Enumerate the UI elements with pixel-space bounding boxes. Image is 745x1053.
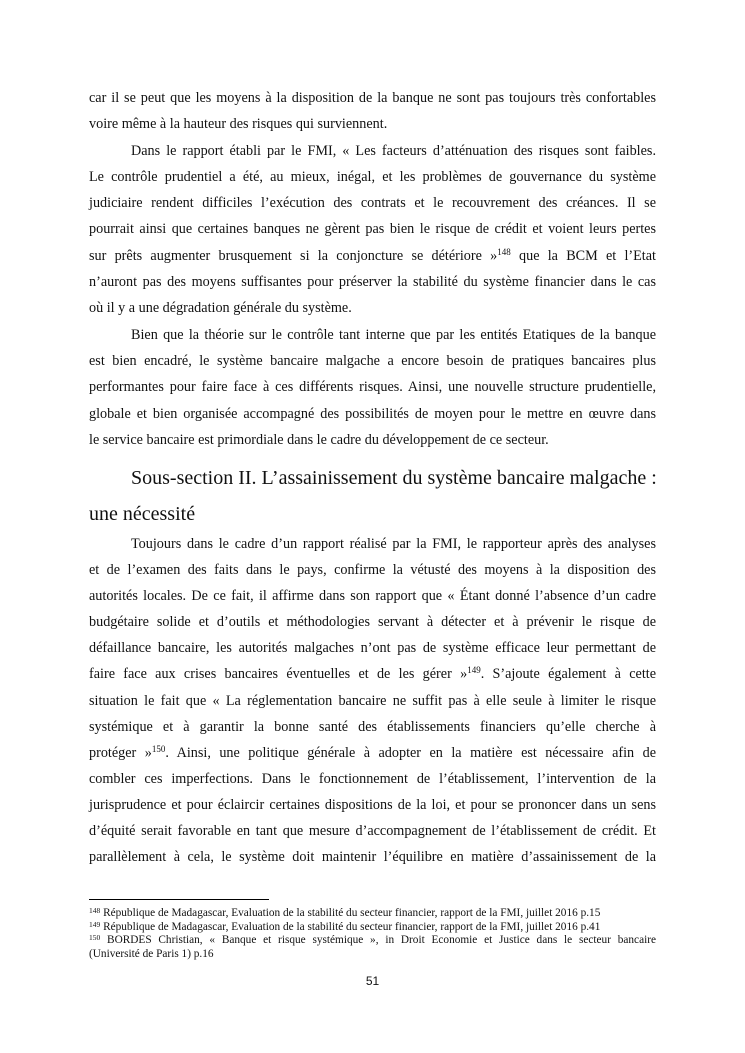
footnote-number: 150	[89, 933, 101, 943]
footnote-reference[interactable]: 148	[497, 246, 511, 257]
text-line: parallèlement à cela, le système doit maintenir l’équilibre en matière d’assainissement de la	[89, 849, 656, 866]
text-line: sur prêts augmenter brusquement si la conjoncture se détériore »$^{148}$ que la BCM et l’Etat	[89, 246, 656, 264]
footnote-line: (Université de Paris 1) p.16	[89, 947, 214, 960]
footnote-line: $^{149}$ République de Madagascar, Evaluation de la stabilité du secteur financier, rapport de la FMI, juillet 2016 p.41	[89, 919, 601, 933]
text-line: n’auront pas des moyens suffisantes pour préserver la stabilité du système financier dans le cas	[89, 274, 656, 291]
text-line: Toujours dans le cadre d’un rapport réalisé par la FMI, le rapporteur après des analyses	[131, 536, 656, 552]
text-line: protéger »$^{150}$. Ainsi, une politique générale à adopter en la matière est nécessaire afin de	[89, 743, 656, 761]
footnote-line: $^{148}$ République de Madagascar, Evaluation de la stabilité du secteur financier, rapport de la FMI, juillet 2016 p.15	[89, 906, 601, 919]
text-line: judiciaire rendent difficiles l’exécution des contrats et le recouvrement des créances. Il se	[89, 195, 656, 212]
text-line: jurisprudence et pour éclaircir certaines dispositions de la loi, et pour se prononcer dans un sens	[89, 796, 656, 813]
text-line: et de l’examen des faits dans le pays, confirme la vétusté des moyens à la disposition des	[89, 562, 656, 579]
footnote-reference[interactable]: 150	[151, 743, 166, 754]
text-line: Dans le rapport établi par le FMI, « Les facteurs d’atténuation des risques sont faibles.	[131, 142, 656, 159]
text-line: combler ces imperfections. Dans le fonctionnement de l’établissement, l’intervention de la	[89, 770, 656, 787]
text-line: défaillance bancaire, les autorités malgaches n’ont pas de système efficace leur permettant de	[89, 640, 656, 657]
text-line: est bien encadré, le système bancaire malgache a encore besoin de pratiques bancaires plus	[89, 352, 656, 369]
page-number: 51	[365, 974, 380, 988]
footnote-line: $^{150}$ BORDES Christian, « Banque et risque systémique », in Droit Economie et Justice dans le secteur bancaire	[89, 933, 656, 947]
text-line: situation le fait que « La réglementation bancaire ne suffit pas à elle seule à limiter le risque	[89, 692, 656, 709]
footnotes	[89, 907, 656, 961]
heading-line-2: une nécessité	[89, 503, 196, 525]
text-line: faire face aux crises bancaires éventuelles et de les gérer »$^{149}$. S’ajoute également à cette	[89, 665, 656, 683]
text-line: Bien que la théorie sur le contrôle tant interne que par les entités Etatiques de la banque	[131, 326, 656, 343]
text-line: Le contrôle prudentiel a été, au mieux, inégal, et les problèmes de gouvernance du système	[89, 168, 656, 185]
text-line: le service bancaire est primordiale dans le cadre du développement de ce secteur.	[89, 431, 549, 448]
text-line: performantes pour faire face à ces différents risques. Ainsi, une nouvelle structure prudentielle,	[89, 379, 656, 396]
footnote-number: 148	[89, 906, 101, 915]
body-text-top	[89, 85, 656, 453]
text-line: d’équité serait favorable en tant que mesure d’accompagnement de l’établissement de crédit. Et	[89, 823, 656, 840]
text-line: budgétaire solide et d’outils et méthodologies servant à détecter et à prévenir le risque de	[89, 614, 656, 631]
footnote-reference[interactable]: 149	[467, 665, 481, 676]
body-text-bottom	[89, 531, 656, 870]
heading-line-1: Sous-section II. L’assainissement du système bancaire malgache :	[131, 467, 657, 489]
text-line: globale et bien organisée accompagné des possibilités de moyen pour le mettre en œuvre dans	[89, 405, 656, 422]
text-line: autorités locales. De ce fait, il affirme dans son rapport que « Étant donné l’absence d’un cadre	[89, 588, 656, 605]
text-line: voire même à la hauteur des risques qui surviennent.	[89, 116, 388, 133]
text-line: où il y a une dégradation générale du système.	[89, 300, 352, 317]
footnote-separator	[89, 899, 269, 900]
text-line: pourrait ainsi que certaines banques ne gèrent pas bien le risque de crédit et voient leurs pertes	[89, 221, 656, 238]
text-line: car il se peut que les moyens à la disposition de la banque ne sont pas toujours très confortables	[89, 90, 656, 106]
section-heading	[89, 460, 656, 532]
footnote-number: 149	[89, 919, 101, 929]
text-line: systémique et à garantir la bonne santé des établissements financiers qu’elle cherche à	[89, 718, 656, 735]
